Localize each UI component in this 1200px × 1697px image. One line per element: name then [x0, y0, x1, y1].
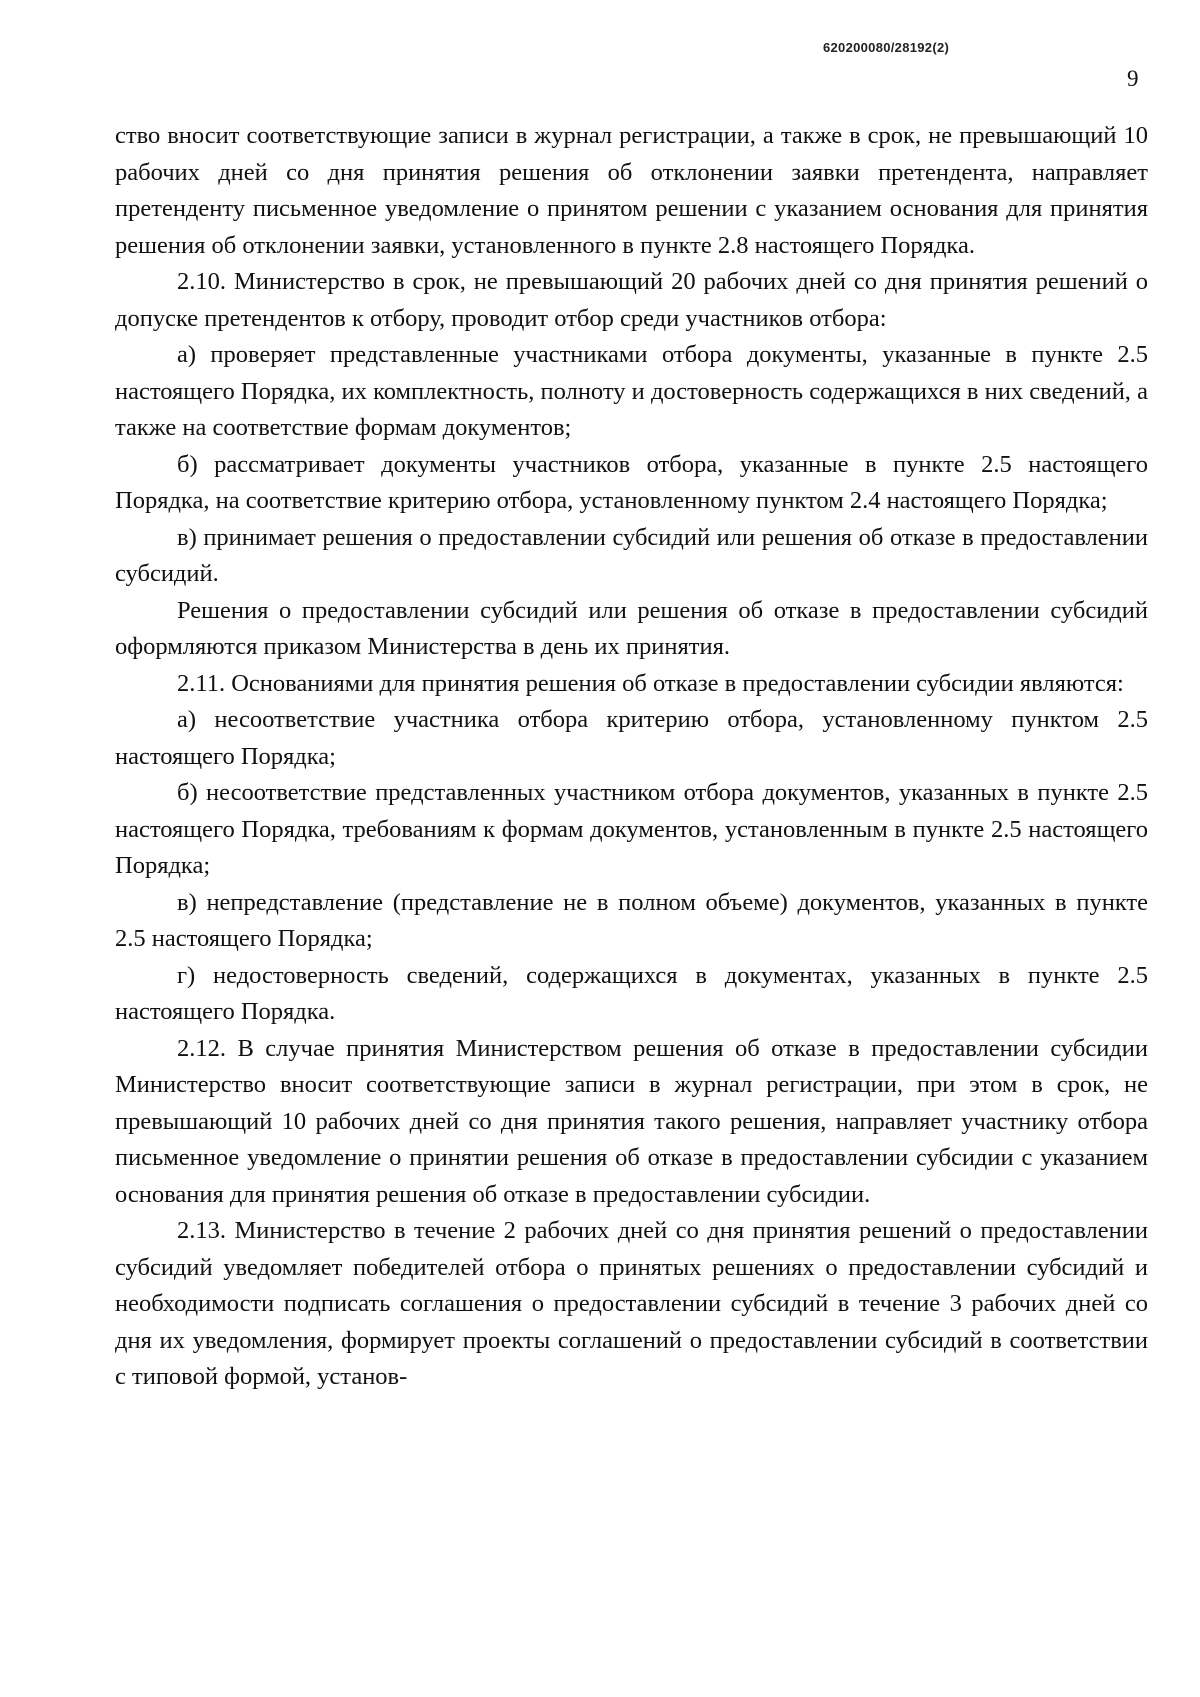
paragraph-decisions-order: Решения о предоставлении субсидий или решения об отказе в предоставлении субсидий оформляются приказом Министерства в день их принятия.: [115, 596, 1148, 660]
paragraph-2-11: 2.11. Основаниями для принятия решения об отказе в предоставлении субсидии являются:: [177, 669, 1124, 697]
page-number: 9: [1127, 66, 1139, 91]
paragraph-2-11-b: б) несоответствие представленных участником отбора документов, указанных в пункте 2.5 настоящего Порядка, требованиям к формам документов, установленным в пункте 2.5 настоящего Порядка;: [115, 779, 1148, 879]
paragraph-2-11-g: г) недостоверность сведений, содержащихся в документах, указанных в пункте 2.5 настоящего Порядка.: [115, 961, 1148, 1025]
paragraph-2-11-v: в) непредставление (представление не в полном объеме) документов, указанных в пункте 2.5 настоящего Порядка;: [115, 888, 1148, 952]
paragraph-2-10: 2.10. Министерство в срок, не превышающий 20 рабочих дней со дня принятия решений о допуске претендентов к отбору, проводит отбор среди участников отбора:: [115, 268, 1148, 332]
document-body: [115, 118, 1148, 1396]
paragraph-2-12: 2.12. В случае принятия Министерством решения об отказе в предоставлении субсидии Министерство вносит соответствующие записи в журнал регистрации, при этом в срок, не превышающий 10 рабочих дней со дня принятия такого решения, направляет участнику отбора письменное уведомление о принятии решения об отказе в предоставлении субсидии с указанием основания для принятия решения об отказе в предоставлении субсидии.: [115, 1034, 1148, 1208]
paragraph-2-11-a: а) несоответствие участника отбора критерию отбора, установленному пунктом 2.5 настоящего Порядка;: [115, 706, 1148, 770]
paragraph-2-13: 2.13. Министерство в течение 2 рабочих дней со дня принятия решений о предоставлении субсидий уведомляет победителей отбора о принятых решениях о предоставлении субсидий и необходимости подписать соглашения о предоставлении субсидий в течение 3 рабочих дней со дня их уведомления, формирует проекты соглашений о предоставлении субсидий в соответствии с типовой формой, установ-: [115, 1217, 1148, 1390]
paragraph-2-10-v: в) принимает решения о предоставлении субсидий или решения об отказе в предоставлении субсидий.: [115, 523, 1148, 587]
document-registration-number: 620200080/28192(2): [823, 40, 950, 55]
paragraph-2-10-b: б) рассматривает документы участников отбора, указанные в пункте 2.5 настоящего Порядка, на соответствие критерию отбора, установленному пунктом 2.4 настоящего Порядка;: [115, 450, 1148, 514]
paragraph-2-10-a: а) проверяет представленные участниками отбора документы, указанные в пункте 2.5 настоящего Порядка, их комплектность, полноту и достоверность содержащихся в них сведений, а также на соответствие формам документов;: [115, 341, 1148, 441]
paragraph-continuation: ство вносит соответствующие записи в журнал регистрации, а также в срок, не превышающий 10 рабочих дней со дня принятия решения об отклонении заявки претендента, направляет претенденту письменное уведомление о принятом решении с указанием основания для принятия решения об отклонении заявки, установленного в пункте 2.8 настоящего Порядка.: [115, 122, 1148, 259]
